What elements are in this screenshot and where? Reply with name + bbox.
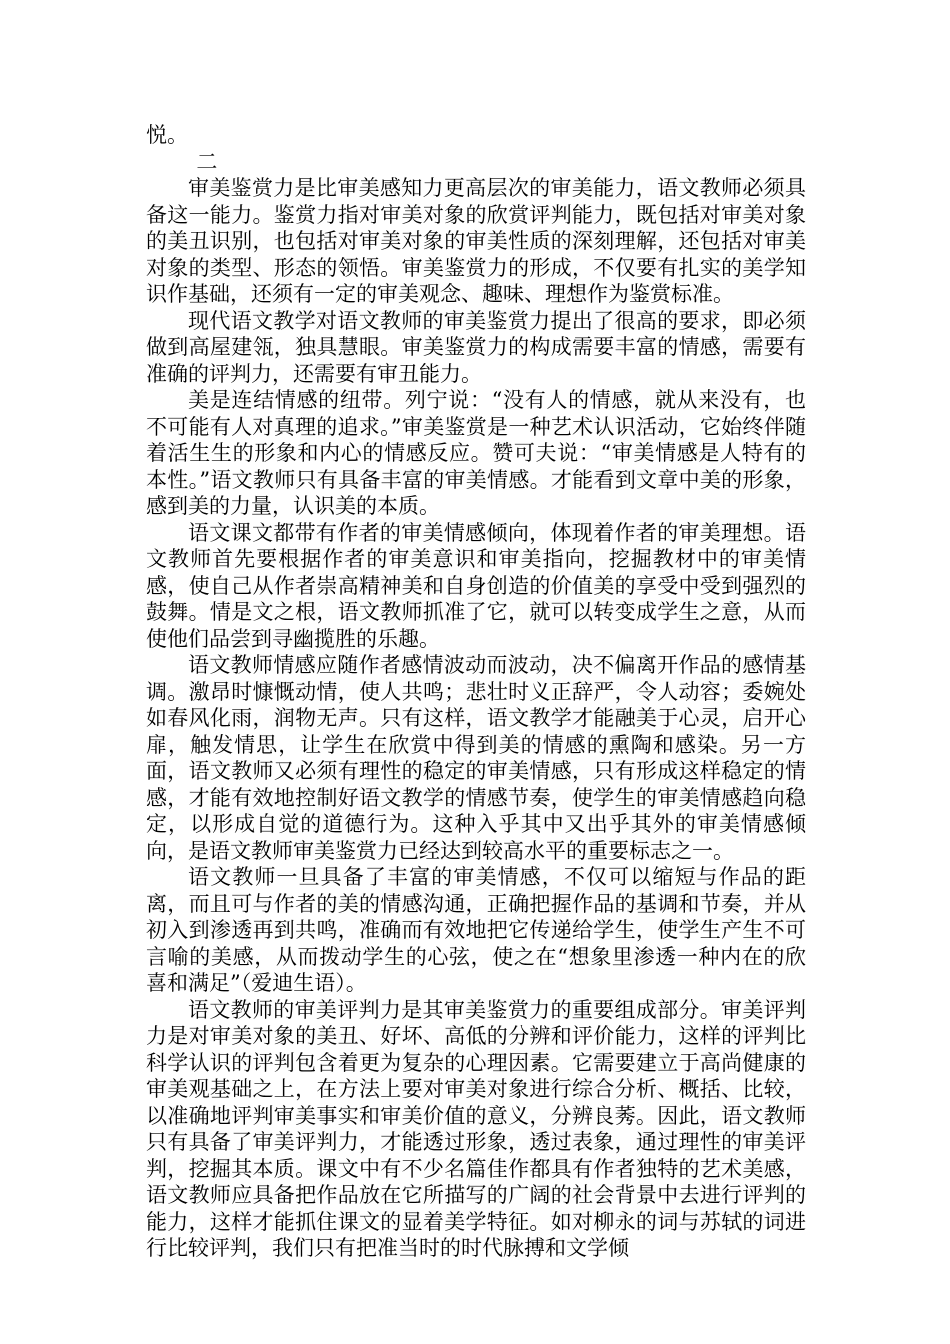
continued-paragraph-fragment: 悦。 — [146, 123, 188, 147]
paragraph-aesthetic-appreciation-definition: 审美鉴赏力是比审美感知力更高层次的审美能力，语文教师必须具备这一能力。鉴赏力指对审美对象的欣赏评判能力，既包括对审美对象的美丑识别，也包括对审美对象的审美性质的深刻理解，还包括对审美对象的类型、形态的领悟。审美鉴赏力的形成，不仅要有扎实的美学知识作基础，还须有一定的审美观念、趣味、理想作为鉴赏标准。 — [146, 176, 806, 306]
body-text — [146, 122, 806, 1262]
paragraph-modern-teaching-requirements: 现代语文教学对语文教师的审美鉴赏力提出了很高的要求，即必须做到高屋建瓴，独具慧眼。审美鉴赏力的构成需要丰富的情感，需要有准确的评判力，还需要有审丑能力。 — [146, 308, 806, 386]
section-number: 二 — [196, 149, 218, 174]
paragraph-rich-aesthetic-emotion: 语文教师一旦具备了丰富的审美情感，不仅可以缩短与作品的距离，而且可与作者的美的情感沟通，正确把握作品的基调和节奏，并从初入到渗透再到共鸣，准确而有效地把它传递给学生，使学生产生不可言喻的美感，从而拨动学生的心弦，使之在“想象里渗透一种内在的欣喜和满足”（爱迪生语）。 — [146, 865, 806, 995]
paragraph-author-emotion-tendency: 语文课文都带有作者的审美情感倾向，体现着作者的审美理想。语文教师首先要根据作者的审美意识和审美指向，挖掘教材中的审美情感，使自己从作者崇高精神美和自身创造的价值美的享受中受到强烈的鼓舞。情是文之根，语文教师抓准了它，就可以转变成学生之意，从而使他们品尝到寻幽揽胜的乐趣。 — [146, 520, 806, 651]
paragraph-aesthetic-judgment: 语文教师的审美评判力是其审美鉴赏力的重要组成部分。审美评判力是对审美对象的美丑、好坏、高低的分辨和评价能力，这样的评判比科学认识的评判包含着更为复杂的心理因素。它需要建立于高尚健康的审美观基础之上，在方法上要对审美对象进行综合分析、概括、比较，以准确地评判审美事实和审美价值的意义，分辨良莠。因此，语文教师只有具备了审美评判力，才能透过形象，透过表象，通过理性的审美评判，挖掘其本质。课文中有不少名篇佳作都具有作者独特的艺术美感，语文教师应具备把作品放在它所描写的广阔的社会背景中去进行评判的能力，这样才能抓住课文的显着美学特征。如对柳永的词与苏轼的词进行比较评判，我们只有把准当时的时代脉搏和文学倾 — [146, 997, 806, 1260]
paragraph-beauty-and-emotion: 美是连结情感的纽带。列宁说：“没有人的情感，就从来没有，也不可能有人对真理的追求。”审美鉴赏是一种艺术认识活动，它始终伴随着活生生的形象和内心的情感反应。赞可夫说：“审美情感是人特有的本性。”语文教师只有具备丰富的审美情感。才能看到文章中美的形象，感到美的力量，认识美的本质。 — [146, 388, 806, 518]
paragraph-teacher-emotion: 语文教师情感应随作者感情波动而波动，决不偏离开作品的感情基调。激昂时慷慨动情，使人共鸣；悲壮时义正辞严，令人动容；委婉处如春风化雨，润物无声。只有这样，语文教学才能融美于心灵，启开心扉，触发情思，让学生在欣赏中得到美的情感的熏陶和感染。另一方面，语文教师又必须有理性的稳定的审美情感，只有形成这样稳定的情感，才能有效地控制好语文教学的情感节奏，使学生的审美情感趋向稳定，以形成自觉的道德行为。这种入乎其中又出乎其外的审美情感倾向，是语文教师审美鉴赏力已经达到较高水平的重要标志之一。 — [146, 653, 806, 863]
